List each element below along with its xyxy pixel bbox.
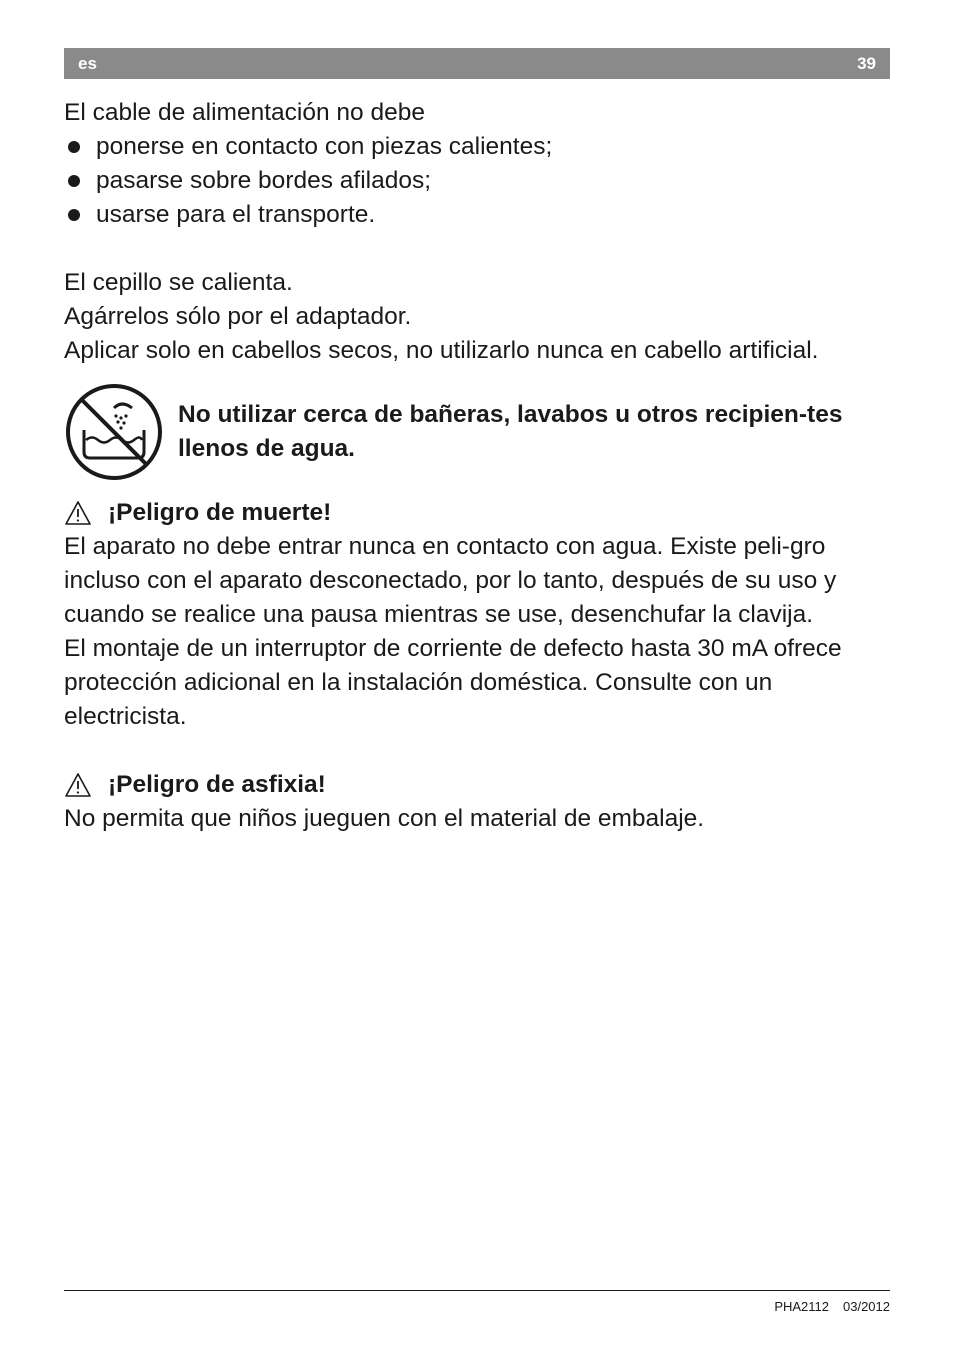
danger-suffocation-heading: ¡Peligro de asfixia! [64, 768, 890, 802]
warning-triangle-icon [64, 500, 92, 526]
list-item: pasarse sobre bordes afilados; [64, 164, 890, 198]
publication-date: 03/2012 [843, 1299, 890, 1314]
brush-hot-line: El cepillo se calienta. [64, 269, 293, 296]
bullet-icon [68, 175, 80, 187]
no-bath-water-icon [64, 382, 164, 482]
page-content [64, 96, 890, 836]
page-footer [774, 1299, 890, 1314]
footer-divider [64, 1290, 890, 1291]
bullet-icon [68, 209, 80, 221]
danger-death-heading: ¡Peligro de muerte! [64, 496, 890, 530]
page-number: 39 [857, 53, 876, 73]
water-notice-text: No utilizar cerca de bañeras, lavabos u otros recipien-tes llenos de agua. [178, 401, 843, 462]
danger-death-paragraph-1: El aparato no debe entrar nunca en contacto con agua. Existe peli-gro incluso con el aparato desconectado, por lo tanto, después de su uso y cuando se realice una pausa mientras se use, desenchufar la clavija. [64, 533, 837, 628]
danger-suffocation-text: No permita que niños jueguen con el material de embalaje. [64, 805, 705, 832]
brush-grip-line: Agárrelos sólo por el adaptador. [64, 303, 412, 330]
warning-triangle-icon [64, 772, 92, 798]
bullet-icon [68, 141, 80, 153]
cable-intro: El cable de alimentación no debe [64, 99, 425, 126]
list-item: ponerse en contacto con piezas calientes; [64, 130, 890, 164]
language-code: es [78, 53, 97, 73]
list-item: usarse para el transporte. [64, 198, 890, 232]
danger-death-paragraph-2: El montaje de un interruptor de corriente de defecto hasta 30 mA ofrece protección adicional en la instalación doméstica. Consulte con un electricista. [64, 635, 842, 730]
brush-usage-line: Aplicar solo en cabellos secos, no utilizarlo nunca en cabello artificial. [64, 337, 819, 364]
water-notice [64, 382, 890, 482]
page-header [64, 48, 890, 79]
model-number: PHA2112 [774, 1299, 829, 1314]
cable-warning-list [64, 130, 890, 232]
